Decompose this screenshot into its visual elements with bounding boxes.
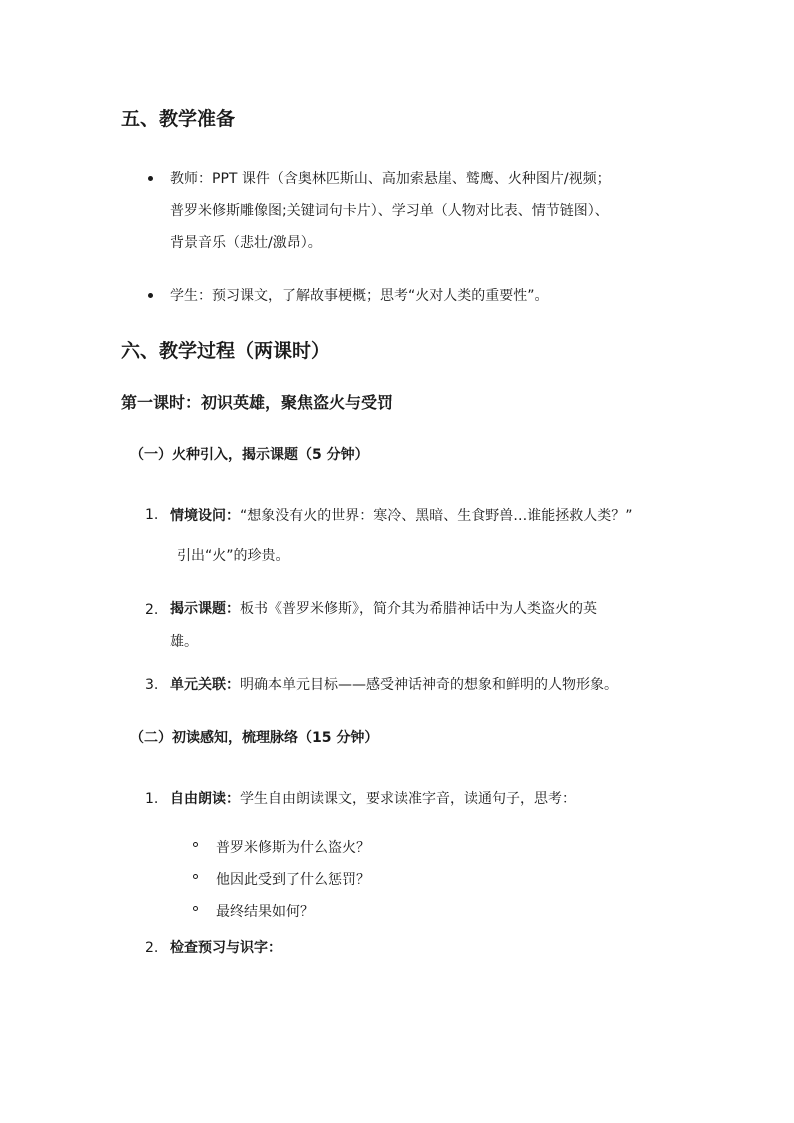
item-label: 揭示课题： <box>170 601 240 617</box>
item-text: 学生自由朗读课文，要求读准字音，读通句子，思考： <box>240 791 576 807</box>
item-number: 1. <box>145 791 159 807</box>
item-text: “想象没有火的世界：寒冷、黑暗、生食野兽…谁能拯救人类？” <box>240 508 633 524</box>
teacher-label: 教师： <box>170 171 212 187</box>
part1-item2-line1 <box>170 598 597 618</box>
student-line <box>170 285 549 305</box>
part1-item3-line1 <box>170 674 618 694</box>
item-label: 自由朗读： <box>170 791 240 807</box>
teacher-line-3: 背景音乐（悲壮/激昂）。 <box>170 235 322 251</box>
teacher-line-2: 普罗米修斯雕像图;关键词句卡片）、学习单（人物对比表、情节链图）、 <box>170 203 609 219</box>
item-label: 情境设问： <box>170 508 240 524</box>
hollow-bullet-icon <box>193 842 198 847</box>
item-number: 3. <box>145 677 159 693</box>
student-text: 预习课文，了解故事梗概；思考“火对人类的重要性”。 <box>212 288 549 304</box>
item-label: 检查预习与识字： <box>170 940 282 956</box>
part2-item1-line1 <box>170 788 576 808</box>
question-item: 最终结果如何？ <box>216 904 314 920</box>
student-label: 学生： <box>170 288 212 304</box>
section-heading-process: 六、教学过程（两课时） <box>121 340 331 362</box>
lesson-1-title: 第一课时：初识英雄，聚焦盗火与受罚 <box>121 393 394 412</box>
part-2-title: （二）初读感知，梳理脉络（15 分钟） <box>130 730 379 746</box>
item-number: 2. <box>145 940 159 956</box>
part1-item1-line2: 引出“火”的珍贵。 <box>177 548 290 564</box>
part2-item2-line1 <box>170 937 282 957</box>
item-text: 明确本单元目标——感受神话神奇的想象和鲜明的人物形象。 <box>240 677 618 693</box>
part1-item2-line2: 雄。 <box>170 634 198 650</box>
item-label: 单元关联： <box>170 677 240 693</box>
bullet-dot-icon <box>148 176 153 181</box>
question-item: 他因此受到了什么惩罚？ <box>216 872 370 888</box>
part-1-title: （一）火种引入，揭示课题（5 分钟） <box>130 447 369 463</box>
hollow-bullet-icon <box>193 874 198 879</box>
item-number: 2. <box>145 602 159 618</box>
section-heading-preparation: 五、教学准备 <box>121 108 236 130</box>
question-item: 普罗米修斯为什么盗火？ <box>216 840 370 856</box>
item-number: 1. <box>145 507 159 523</box>
teacher-line-1 <box>170 168 611 188</box>
teacher-text-1: PPT 课件（含奥林匹斯山、高加索悬崖、鹫鹰、火种图片/视频； <box>212 171 611 187</box>
part1-item1-line1 <box>170 505 633 525</box>
hollow-bullet-icon <box>193 906 198 911</box>
item-text: 板书《普罗米修斯》，简介其为希腊神话中为人类盗火的英 <box>240 601 597 617</box>
bullet-dot-icon <box>148 293 153 298</box>
